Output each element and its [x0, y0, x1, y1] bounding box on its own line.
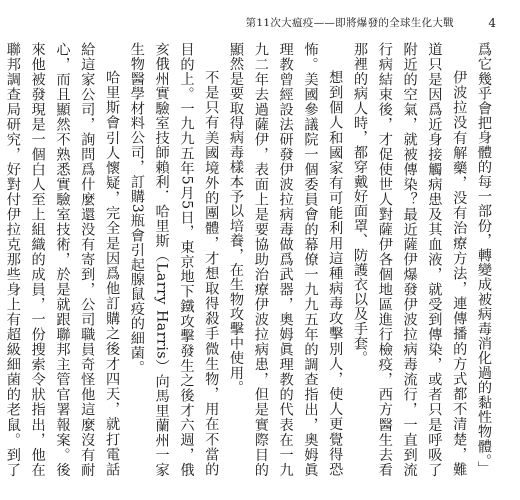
paragraph-aum-shinrikyo: 想到個人和國家有可能利用這種病毒攻擊別人，使人更覺得恐怖。美國參議院一個委員會的幕僚一九九五年的調查指出，奧姆眞理教曾經設法研發伊波拉病毒做爲武器，奧姆眞理教的代表在一九九二年去過薩伊，表面上是要協助治療伊波拉病患，但是實際目的顯然是要取得病毒樣本予以培養，在生物攻擊中使用。 — [228, 42, 344, 477]
paragraph-continuation: 爲它幾乎會把身體的每一部份，轉變成被病毒消化過的黏性物體。」 — [476, 42, 492, 476]
paragraph-larry-harris: 不是只有美國境外的團體，才想取得殺手微生物，用在不當的目的上。一九九五年5月5日，東京地下鐵攻擊發生之後才六週，俄亥俄州實驗室技師賴利．哈里斯（Larry Harris）向馬里蘭州一家生物醫學材料公司，訂購3瓶會引起腺鼠疫的細菌。 — [128, 42, 220, 477]
page-number: 4 — [488, 16, 496, 30]
vertical-body-text — [4, 42, 496, 477]
running-header — [24, 14, 496, 32]
paragraph-harris-investigation: 哈里斯會引人懷疑，完全是因爲他訂購之後才四天，就打電話給這家公司，詢問爲什麼還没有寄到，公司職員奇怪他這麼沒有耐心，而且顯然不熟悉實驗室技術，於是就跟聯邦主管官署報案。後來他被發現是一個白人至上組織的成員，一份搜索令狀指出，他在聯邦調查局研究，好對付伊拉克那些身上有超級細菌的老鼠。到了 — [4, 42, 121, 477]
paragraph-ebola-transmission: 伊波拉没有解藥，没有治療方法，連傳播的方式都不清楚，難道只是因爲近身接觸病患及其血液，就受到傳染，或者只是呼吸了附近的空氣，就被傳染？最近薩伊爆發伊波拉病毒流行，一直到流行病結束後，才促使世人對薩伊各個地區進行檢疫，西方醫生去看那裡的病人時，都穿戴好面罩、防護衣以及手套。 — [352, 42, 468, 477]
running-title: 第11次大瘟疫——即將爆發的全球生化大戰 — [245, 17, 454, 29]
